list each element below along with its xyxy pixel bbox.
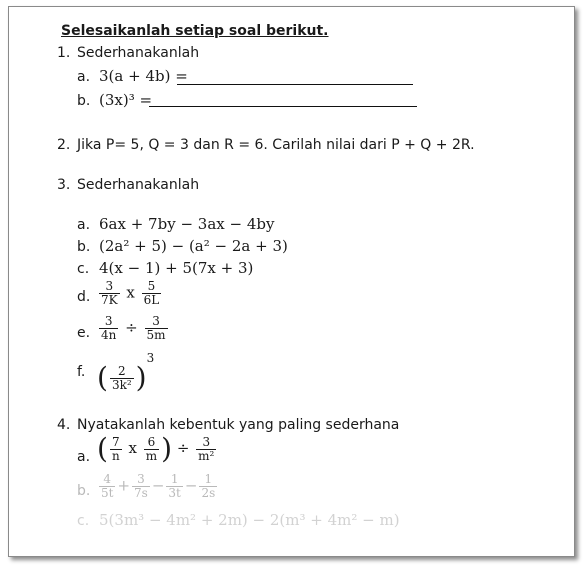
q4a-f2-denominator: m	[145, 448, 158, 463]
q1b-answer-line	[149, 106, 417, 107]
q4b-expression	[97, 473, 219, 500]
q3a-label: a.	[77, 217, 91, 233]
q4b-operator-2: −	[151, 476, 165, 495]
q4b-f2-numerator: 3	[137, 472, 145, 486]
q4a-f2-numerator: 6	[147, 434, 156, 449]
q4c-expression: 5(3m³ − 4m² + 2m) − 2(m³ + 4m² − m)	[99, 511, 400, 529]
q4c-label: c.	[77, 513, 90, 529]
q4b-operator-3: −	[184, 476, 198, 495]
q3e-f1-denominator: 4n	[101, 328, 117, 342]
q3f-denominator: 3k²	[111, 377, 132, 392]
q4a-f3-numerator: 3	[202, 434, 211, 449]
q4a-f1-denominator: n	[111, 448, 120, 463]
q3d-f1-denominator: 7K	[101, 293, 118, 307]
q3f-numerator: 2	[117, 363, 126, 378]
q3-text: Sederhanakanlah	[77, 177, 200, 193]
q3f-expression: ( $\frac{2}{\text{3k²}}$ )$^3$	[97, 351, 155, 394]
q3d-f1-numerator: 3	[105, 279, 114, 293]
q1a-answer-line	[177, 84, 413, 85]
q3d-label: d.	[77, 289, 91, 305]
q3f-label: f.	[77, 364, 86, 380]
q4b-f1-numerator: 4	[103, 472, 112, 486]
q3e-f2-denominator: 5m	[146, 328, 166, 342]
q2-text: Jika P= 5, Q = 3 dan R = 6. Carilah nilai dari P + Q + 2R.	[77, 137, 475, 153]
q2-number: 2.	[57, 137, 71, 153]
q4b-operator-1: +	[117, 476, 131, 495]
q1b-label: b.	[77, 93, 91, 109]
q4a-operator-1: x	[128, 439, 137, 457]
q4b-f3-denominator: 3t	[168, 486, 181, 500]
q3e-operator: ÷	[125, 318, 138, 337]
q3d-f2-numerator: 5	[147, 279, 156, 293]
q4-text: Nyatakanlah kebentuk yang paling sederhana	[77, 417, 400, 433]
q4a-expression: ( $\frac{7}{n}$ x $\frac{6}{m}$ ) ÷ $\frac{3}{\text{m²}}$	[97, 432, 215, 465]
q3e-label: e.	[77, 325, 91, 341]
q3f-exponent: 3	[146, 351, 155, 365]
q3c-expression: 4(x − 1) + 5(7x + 3)	[99, 259, 254, 277]
q3c-label: c.	[77, 261, 90, 277]
q4a-f1-numerator: 7	[111, 434, 120, 449]
q4b-f1-denominator: 5t	[101, 486, 114, 500]
q3b-label: b.	[77, 239, 91, 255]
q4a-operator-2: ÷	[176, 439, 190, 457]
q1-text: Sederhanakanlah	[77, 45, 200, 61]
worksheet-page	[8, 6, 575, 557]
q4a-f3-denominator: m²	[198, 448, 215, 463]
q1-number: 1.	[57, 45, 71, 61]
q3b-expression: (2a² + 5) − (a² − 2a + 3)	[99, 237, 288, 255]
q3e-f2-numerator: 3	[152, 314, 160, 328]
q3d-f2-denominator: 6L	[143, 293, 160, 307]
q3a-expression: 6ax + 7by − 3ax − 4by	[99, 215, 275, 233]
q4b-label: b.	[77, 483, 91, 499]
q4b-f2-denominator: 7s	[134, 486, 148, 500]
q3d-expression	[97, 280, 163, 307]
q4b-f4-denominator: 2s	[201, 486, 216, 500]
q1b-expression: (3x)³ =	[99, 91, 153, 109]
q3d-operator: x	[126, 283, 135, 302]
q4b-f4-numerator: 1	[204, 472, 213, 486]
q4-number: 4.	[57, 417, 71, 433]
worksheet-title: Selesaikanlah setiap soal berikut.	[61, 23, 329, 39]
q4b-f3-numerator: 1	[170, 472, 179, 486]
q1a-expression: 3(a + 4b) =	[99, 67, 188, 85]
q4a-label: a.	[77, 449, 91, 465]
q3-number: 3.	[57, 177, 71, 193]
q3e-f1-numerator: 3	[104, 314, 113, 328]
q3e-expression	[97, 315, 170, 342]
q1a-label: a.	[77, 69, 91, 85]
